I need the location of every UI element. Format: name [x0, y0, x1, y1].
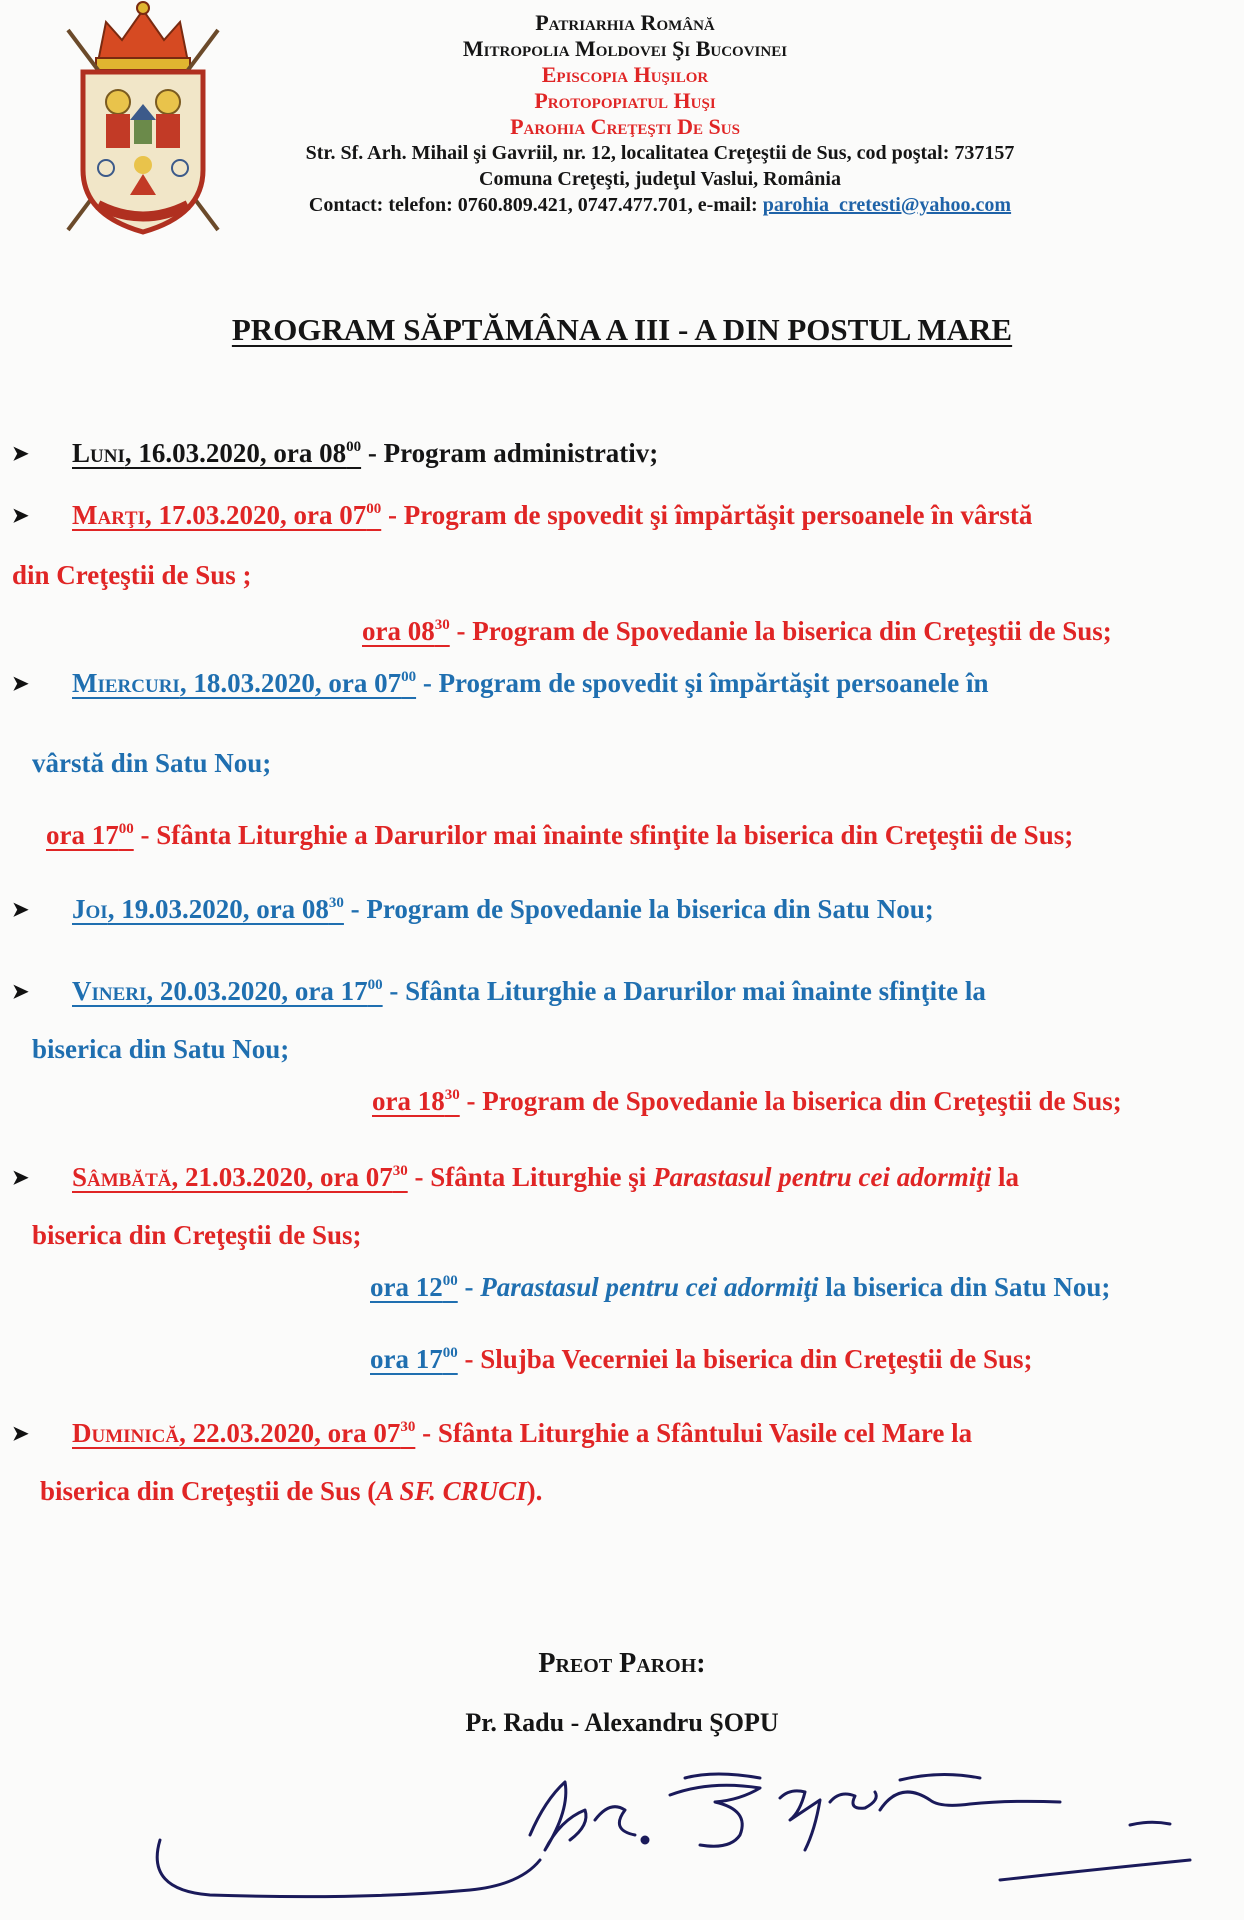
signature-role: Preot Paroh: [538, 1648, 706, 1679]
header-deanery: Protopopiatul Huşi [534, 88, 716, 113]
header-patriarchate: Patriarhia Română [535, 10, 715, 35]
email-link[interactable]: parohia_cretesti@yahoo.com [762, 194, 1012, 216]
header-commune: Comuna Creţeşti, judeţul Vaslui, România [479, 168, 841, 190]
header-address: Str. Sf. Arh. Mihail şi Gavriil, nr. 12, localitatea Creţeştii de Sus, cod poştal: 737157 [305, 142, 1015, 164]
program-sunday: ➤ Duminică, 22.03.2020, ora $07^{30}$ - Sfânta Liturghie a Sfântului Vasile cel Mare la [12, 1418, 973, 1448]
handwritten-signature [140, 1740, 1220, 1910]
program-saturday-sub-1: ora $12^{00}$ - Parastasul pentru cei adormiţi la biserica din Satu Nou; [370, 1272, 1111, 1302]
program-friday: ➤ Vineri, 20.03.2020, ora $17^{00}$ - Sfânta Liturghie a Darurilor mai înainte sfinţite la [12, 976, 986, 1006]
signature-name: Pr. Radu - Alexandru ŞOPU [465, 1708, 779, 1737]
header-metropolis: Mitropolia Moldovei Şi Bucovinei [462, 36, 788, 61]
arrowhead-bullet-icon: ➤ [12, 1167, 29, 1189]
contact-text: Contact: telefon: 0760.809.421, 0747.477.701, e-mail: [308, 194, 763, 216]
program-monday: ➤ Luni, 16.03.2020, ora $08^{00}$ - Program administrativ; [12, 438, 659, 468]
program-wednesday-sub: ora $17^{00}$ - Sfânta Liturghie a Darurilor mai înainte sfinţite la biserica din Creţeştii de Sus; [46, 820, 1074, 850]
arrowhead-bullet-icon: ➤ [12, 505, 29, 527]
program-tuesday-cont: din Creţeştii de Sus ; [12, 560, 252, 590]
header-parish: Parohia Creţeşti De Sus [510, 114, 740, 139]
arrowhead-bullet-icon: ➤ [12, 981, 29, 1003]
arrowhead-bullet-icon: ➤ [12, 899, 29, 921]
program-wednesday: ➤ Miercuri, 18.03.2020, ora $07^{00}$ - Program de spovedit şi împărtăşit persoanele în [12, 668, 989, 698]
header-diocese: Episcopia Huşilor [541, 62, 709, 87]
program-wednesday-cont: vârstă din Satu Nou; [32, 748, 272, 778]
program-saturday: ➤ Sâmbătă, 21.03.2020, ora $07^{30}$ - Sfânta Liturghie şi Parastasul pentru cei adormiţi la [12, 1162, 1020, 1192]
document-title: PROGRAM SĂPTĂMÂNA A III - A DIN POSTUL MARE [231, 312, 1013, 347]
program-thursday: ➤ Joi, 19.03.2020, ora $08^{30}$ - Program de Spovedanie la biserica din Satu Nou; [12, 894, 934, 924]
arrowhead-bullet-icon: ➤ [12, 443, 29, 465]
program-sunday-cont: biserica din Creţeştii de Sus (A SF. CRUCI). [40, 1476, 543, 1506]
header-contact [220, 194, 1100, 217]
program-friday-sub: ora $18^{30}$ - Program de Spovedanie la biserica din Creţeştii de Sus; [372, 1086, 1122, 1116]
program-saturday-sub-2: ora $17^{00}$ - Slujba Vecerniei la biserica din Creţeştii de Sus; [370, 1344, 1033, 1374]
arrowhead-bullet-icon: ➤ [12, 1423, 29, 1445]
program-friday-cont: biserica din Satu Nou; [32, 1034, 290, 1064]
program-tuesday-sub: ora $08^{30}$ - Program de Spovedanie la biserica din Creţeştii de Sus; [362, 616, 1112, 646]
church-coat-of-arms-logo [58, 0, 228, 238]
arrowhead-bullet-icon: ➤ [12, 673, 29, 695]
program-saturday-cont: biserica din Creţeştii de Sus; [32, 1220, 362, 1250]
program-tuesday: ➤ Marţi, 17.03.2020, ora $07^{00}$ - Program de spovedit şi împărtăşit persoanele în vârstă [12, 500, 1033, 530]
